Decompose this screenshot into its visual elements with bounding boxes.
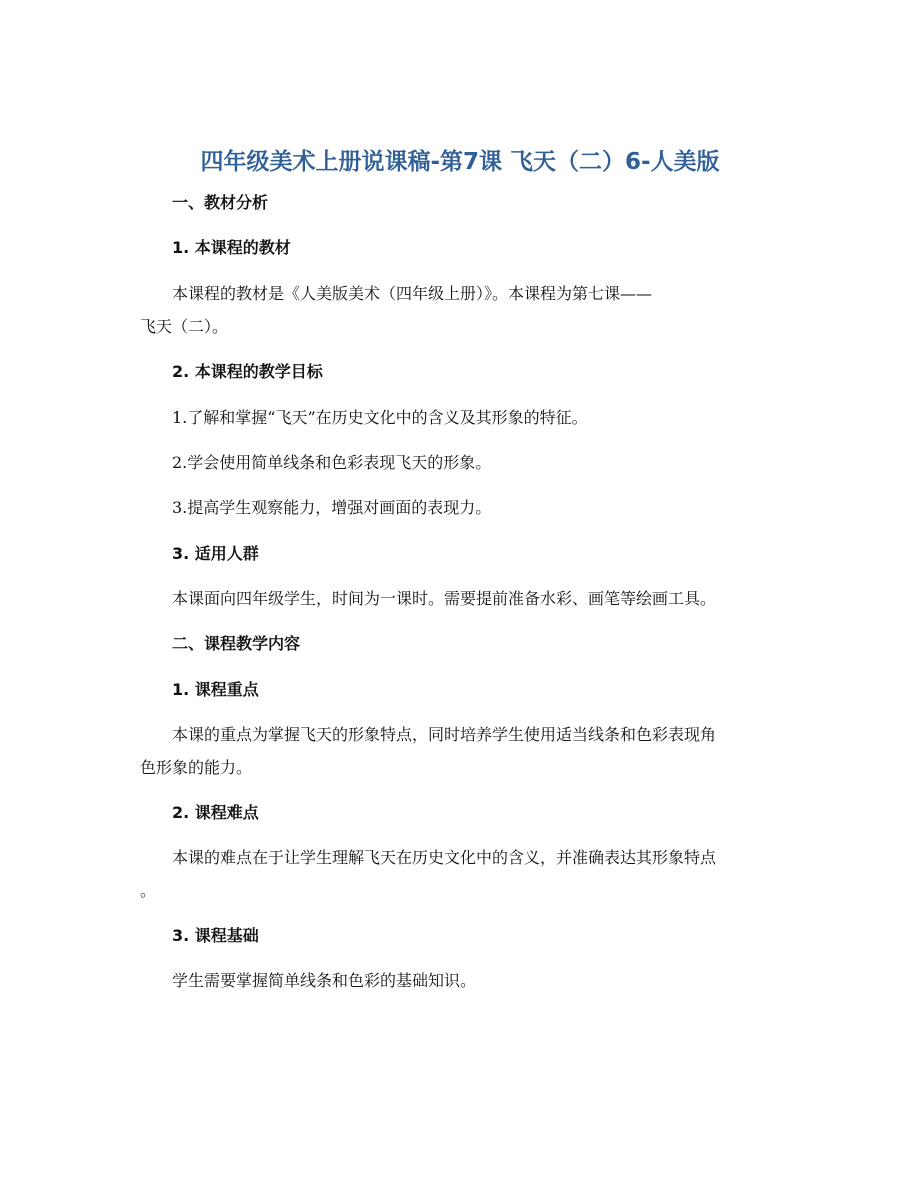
objective-item: 3.提高学生观察能力，增强对画面的表现力。 xyxy=(172,498,492,517)
section-heading: 二、课程教学内容 xyxy=(172,634,301,653)
paragraph-line: 本课面向四年级学生，时间为一课时。需要提前准备水彩、画笔等绘画工具。 xyxy=(172,589,717,608)
paragraph-line: 。 xyxy=(140,881,157,900)
paragraph-line: 本课的重点为掌握飞天的形象特点，同时培养学生使用适当线条和色彩表现角 xyxy=(172,725,717,744)
subsection-heading: 3. 课程基础 xyxy=(172,926,259,945)
subsection-heading: 1. 本课程的教材 xyxy=(172,238,291,257)
subsection-heading: 2. 课程难点 xyxy=(172,803,259,822)
paragraph-line: 学生需要掌握简单线条和色彩的基础知识。 xyxy=(172,971,477,990)
subsection-heading: 1. 课程重点 xyxy=(172,680,259,699)
document-title: 四年级美术上册说课稿-第7课 飞天（二）6-人美版 xyxy=(200,149,720,175)
paragraph-line: 本课程的教材是《人美版美术（四年级上册）》。本课程为第七课—— xyxy=(172,284,653,303)
objective-item: 1.了解和掌握“飞天”在历史文化中的含义及其形象的特征。 xyxy=(172,408,588,427)
subsection-heading: 3. 适用人群 xyxy=(172,544,259,563)
objective-item: 2.学会使用简单线条和色彩表现飞天的形象。 xyxy=(172,453,492,472)
paragraph-line: 飞天（二）。 xyxy=(140,317,229,336)
paragraph-line: 本课的难点在于让学生理解飞天在历史文化中的含义，并准确表达其形象特点 xyxy=(172,848,717,867)
subsection-heading: 2. 本课程的教学目标 xyxy=(172,362,323,381)
paragraph-line: 色形象的能力。 xyxy=(140,758,253,777)
section-heading: 一、教材分析 xyxy=(172,193,269,212)
